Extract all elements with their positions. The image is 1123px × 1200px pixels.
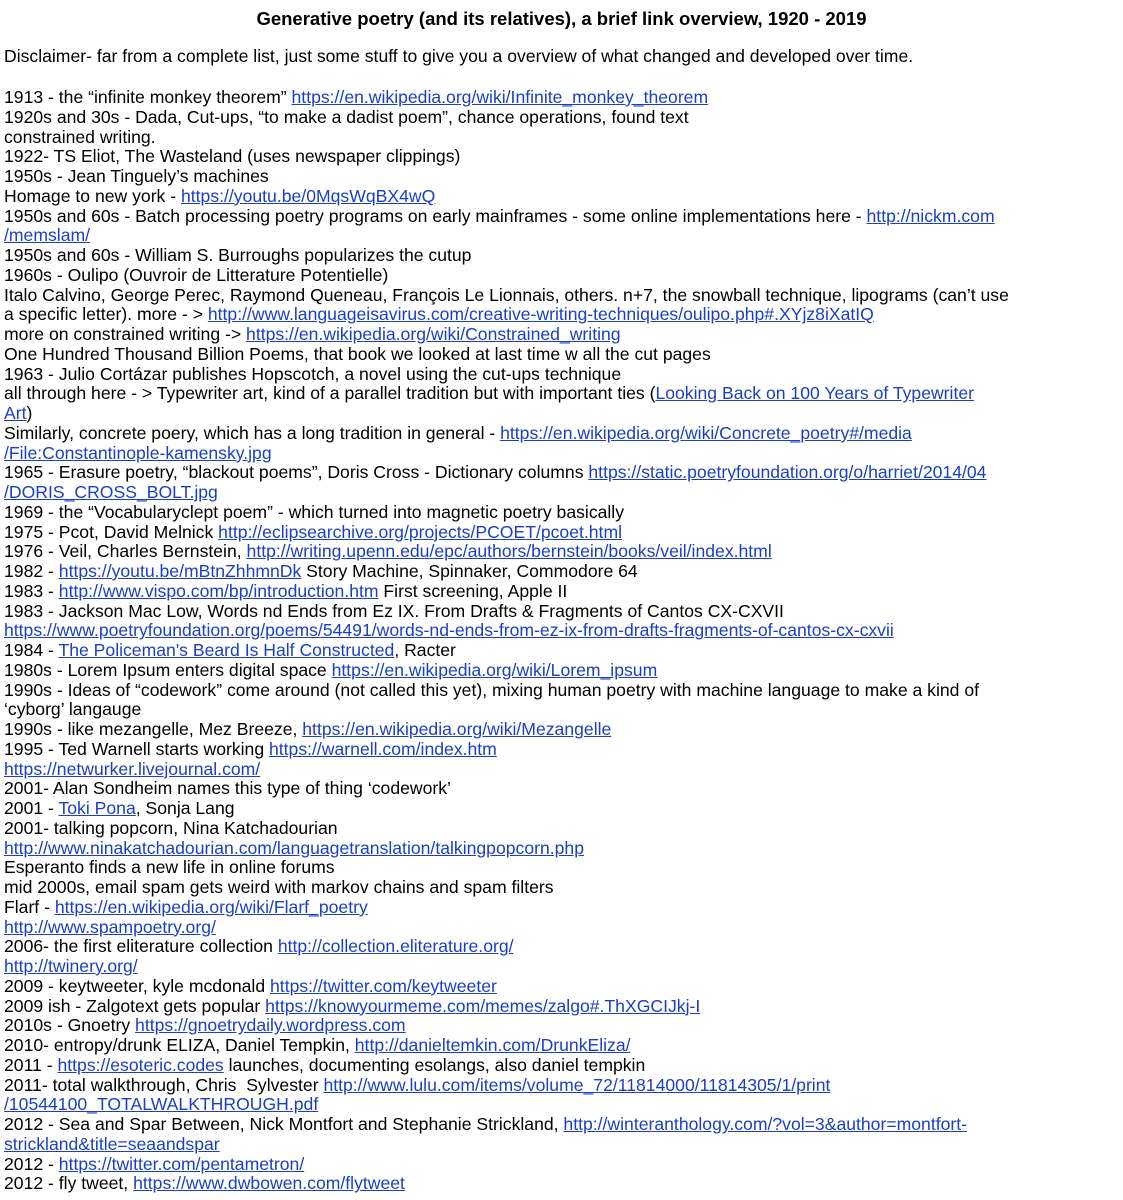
line-text: Similarly, concrete poery, which has a long tradition in general -	[4, 422, 501, 443]
line-text: 2001 -	[4, 798, 59, 818]
timeline-line	[4, 700, 1120, 720]
timeline-line	[4, 325, 1120, 345]
link[interactable]: https://www.poetryfoundation.org/poems/54491/words-nd-ends-from-ez-ix-from-drafts-fragments-of-cantos-cx-cxvii	[4, 620, 894, 641]
line-text: 1990s - Ideas of “codework” come around (not called this yet), mixing human poetry with machine language to make a kind of	[4, 679, 980, 700]
link[interactable]: https://static.poetryfoundation.org/o/harriet/2014/04	[588, 462, 987, 483]
line-text: 1950s - Jean Tinguely’s machines	[4, 166, 269, 186]
link[interactable]: http://nickm.com	[866, 205, 995, 226]
link[interactable]: https://twitter.com/keytweeter	[270, 975, 497, 996]
line-text: 1984 -	[4, 640, 59, 660]
timeline-line	[4, 207, 1120, 227]
timeline-line	[4, 641, 1120, 661]
timeline-line	[4, 1016, 1120, 1036]
line-text: 1920s and 30s - Dada, Cut-ups, “to make a dadist poem”, chance operations, found text	[4, 106, 689, 127]
line-text: 1976 - Veil, Charles Bernstein,	[4, 541, 247, 562]
line-text: all through here - > Typewriter art, kind of a parallel tradition but with important ties (	[4, 383, 656, 404]
timeline-line	[4, 1135, 1120, 1155]
timeline-line	[4, 1174, 1120, 1194]
link[interactable]: https://en.wikipedia.org/wiki/Mezangelle	[302, 719, 612, 739]
link[interactable]: http://collection.eliterature.org/	[277, 936, 514, 957]
link[interactable]: http://www.vispo.com/bp/introduction.htm	[58, 580, 379, 601]
timeline-line	[4, 681, 1120, 701]
line-text: launches, documenting esolangs, also daniel tempkin	[223, 1054, 646, 1075]
line-text: 1950s and 60s - William S. Burroughs popularizes the cutup	[4, 245, 472, 265]
line-text: Homage to new york -	[4, 185, 181, 206]
timeline-line	[4, 345, 1120, 365]
timeline-line	[4, 898, 1120, 918]
line-text: 2011 -	[4, 1054, 58, 1075]
link[interactable]: https://knowyourmeme.com/memes/zalgo#.ThXGCIJkj-I	[265, 995, 701, 1016]
timeline-line	[4, 799, 1120, 819]
timeline-line	[4, 858, 1120, 878]
timeline-line	[4, 128, 1120, 148]
line-text: 1995 - Ted Warnell starts working	[4, 738, 269, 759]
timeline-line	[4, 523, 1120, 543]
line-text: 2009 ish - Zalgotext gets popular	[4, 995, 266, 1016]
line-text: 1975 - Pcot, David Melnick	[4, 521, 219, 542]
timeline-line	[4, 1155, 1120, 1175]
line-text: more on constrained writing ->	[4, 324, 247, 344]
link[interactable]: Looking Back on 100 Years of Typewriter	[655, 383, 974, 404]
link[interactable]: /File:Constantinople-kamensky.jpg	[4, 442, 272, 463]
link[interactable]: https://en.wikipedia.org/wiki/Constrained_writing	[246, 324, 621, 344]
timeline-line	[4, 542, 1120, 562]
link[interactable]: http://winteranthology.com/?vol=3&author=montfort-	[563, 1114, 967, 1134]
line-text: 1960s - Oulipo (Ouvroir de Litterature Potentielle)	[4, 264, 389, 285]
link[interactable]: Toki Pona	[58, 798, 136, 818]
timeline-line	[4, 404, 1120, 424]
timeline-line	[4, 463, 1120, 483]
timeline-line	[4, 108, 1120, 128]
timeline-line	[4, 582, 1120, 602]
timeline-line	[4, 918, 1120, 938]
line-text: 2012 - fly tweet,	[4, 1173, 134, 1194]
link[interactable]: https://youtu.be/mBtnZhhmnDk	[58, 561, 302, 581]
disclaimer-text: Disclaimer- far from a complete list, just some stuff to give you a overview of what changed and developed over time.	[4, 46, 914, 66]
link[interactable]: http://twinery.org/	[4, 956, 138, 976]
line-text: 1965 - Erasure poetry, “blackout poems”, Doris Cross - Dictionary columns	[4, 462, 589, 483]
timeline-line	[4, 1076, 1120, 1096]
link[interactable]: http://www.spampoetry.org/	[4, 916, 216, 937]
link[interactable]: /memslam/	[4, 225, 91, 246]
line-text: Esperanto finds a new life in online forums	[4, 857, 335, 878]
timeline-line	[4, 503, 1120, 523]
line-text: )	[26, 403, 33, 423]
timeline-line	[4, 878, 1120, 898]
line-text: ‘cyborg’ langauge	[4, 699, 142, 720]
timeline-line	[4, 819, 1120, 839]
line-text: mid 2000s, email spam gets weird with markov chains and spam filters	[4, 877, 554, 897]
timeline-line	[4, 957, 1120, 977]
timeline-line	[4, 365, 1120, 385]
line-text: 2010s - Gnoetry	[4, 1015, 136, 1036]
timeline-line	[4, 147, 1120, 167]
timeline-line	[4, 720, 1120, 740]
timeline-line	[4, 483, 1120, 503]
line-text: 2012 - Sea and Spar Between, Nick Montfort and Stephanie Strickland,	[4, 1114, 564, 1134]
link[interactable]: https://esoteric.codes	[57, 1054, 224, 1075]
line-text: , Sonja Lang	[135, 798, 235, 818]
timeline-line	[4, 226, 1120, 246]
timeline-line	[4, 167, 1120, 187]
link[interactable]: http://eclipsearchive.org/projects/PCOET/pcoet.html	[218, 521, 623, 542]
timeline-line	[4, 1115, 1120, 1135]
link[interactable]: https://en.wikipedia.org/wiki/Concrete_poetry#/media	[500, 422, 912, 443]
timeline-line	[4, 444, 1120, 464]
timeline-line	[4, 937, 1120, 957]
line-text: a specific letter). more - >	[4, 304, 208, 325]
link[interactable]: https://warnell.com/index.htm	[269, 738, 497, 759]
timeline-entries	[4, 88, 1120, 1194]
link[interactable]: http://www.languageisavirus.com/creative-writing-techniques/oulipo.php#.XYjz8iXatIQ	[207, 304, 874, 325]
line-text: 2011- total walkthrough, Chris Sylvester	[4, 1074, 324, 1095]
link[interactable]: http://www.lulu.com/items/volume_72/11814000/11814305/1/print	[323, 1074, 831, 1095]
timeline-line	[4, 602, 1120, 622]
line-text: 1913 - the “infinite monkey theorem”	[4, 87, 292, 107]
timeline-line	[4, 621, 1120, 641]
link[interactable]: https://en.wikipedia.org/wiki/Infinite_monkey_theorem	[291, 87, 709, 107]
line-text: 1982 -	[4, 561, 59, 581]
line-text: One Hundred Thousand Billion Poems, that book we looked at last time w all the cut pages	[4, 343, 711, 364]
line-text: 1983 -	[4, 580, 59, 601]
line-text: 2009 - keytweeter, kyle mcdonald	[4, 975, 271, 996]
line-text: Italo Calvino, George Perec, Raymond Queneau, François Le Lionnais, others. n+7, the snowball technique, lipograms (can’t use	[4, 284, 1009, 305]
link[interactable]: https://netwurker.livejournal.com/	[4, 758, 261, 779]
link[interactable]: https://www.dwbowen.com/flytweet	[133, 1173, 405, 1194]
line-text: 1980s - Lorem Ipsum enters digital space	[4, 659, 332, 680]
timeline-line	[4, 187, 1120, 207]
link[interactable]: http://writing.upenn.edu/epc/authors/bernstein/books/veil/index.html	[246, 541, 772, 562]
line-text: 2001- Alan Sondheim names this type of thing ‘codework’	[4, 778, 451, 799]
line-text: 2001- talking popcorn, Nina Katchadourian	[4, 817, 338, 838]
link[interactable]: strickland&title=seaandspar	[4, 1133, 220, 1154]
timeline-line	[4, 839, 1120, 859]
timeline-line	[4, 1095, 1120, 1115]
link[interactable]: https://twitter.com/pentametron/	[58, 1153, 305, 1174]
link[interactable]: https://en.wikipedia.org/wiki/Flarf_poetry	[54, 896, 368, 917]
timeline-line	[4, 661, 1120, 681]
line-text: 1922- TS Eliot, The Wasteland (uses newspaper clippings)	[4, 146, 461, 167]
timeline-line	[4, 779, 1120, 799]
timeline-line	[4, 88, 1120, 108]
page-title: Generative poetry (and its relatives), a brief link overview, 1920 - 2019	[256, 8, 867, 29]
timeline-line	[4, 997, 1120, 1017]
link[interactable]: Art	[4, 403, 27, 423]
line-text: , Racter	[394, 640, 456, 660]
link[interactable]: http://www.ninakatchadourian.com/languagetranslation/talkingpopcorn.php	[4, 837, 584, 858]
timeline-line	[4, 305, 1120, 325]
line-text: 2006- the first eliterature collection	[4, 936, 278, 957]
line-text: 1983 - Jackson Mac Low, Words nd Ends from Ez IX. From Drafts & Fragments of Cantos CX-CXVII	[4, 600, 784, 621]
line-text: Story Machine, Spinnaker, Commodore 64	[301, 561, 638, 581]
timeline-line	[4, 246, 1120, 266]
line-text: 1963 - Julio Cortázar publishes Hopscotch, a novel using the cut-ups technique	[4, 363, 622, 384]
timeline-line	[4, 1056, 1120, 1076]
timeline-line	[4, 266, 1120, 286]
line-text: 2012 -	[4, 1153, 59, 1174]
link[interactable]: http://danieltemkin.com/DrunkEliza/	[354, 1035, 631, 1055]
line-text: 1990s - like mezangelle, Mez Breeze,	[4, 719, 303, 739]
line-text: Flarf -	[4, 896, 55, 917]
timeline-line	[4, 760, 1120, 780]
timeline-line	[4, 384, 1120, 404]
line-text: First screening, Apple II	[378, 580, 568, 601]
link[interactable]: https://en.wikipedia.org/wiki/Lorem_ipsum	[331, 659, 658, 680]
link[interactable]: https://youtu.be/0MqsWqBX4wQ	[181, 185, 436, 206]
link[interactable]: /10544100_TOTALWALKTHROUGH.pdf	[4, 1094, 319, 1115]
link[interactable]: The Policeman's Beard Is Half Constructed	[58, 640, 395, 660]
line-text: 1950s and 60s - Batch processing poetry programs on early mainframes - some online implementations here -	[4, 205, 867, 226]
timeline-line	[4, 1036, 1120, 1056]
timeline-line	[4, 977, 1120, 997]
line-text: 1969 - the “Vocabularyclept poem” - which turned into magnetic poetry basically	[4, 501, 625, 522]
link[interactable]: /DORIS_CROSS_BOLT.jpg	[4, 482, 218, 502]
line-text: 2010- entropy/drunk ELIZA, Daniel Tempkin,	[4, 1035, 355, 1055]
timeline-line	[4, 286, 1120, 306]
timeline-line	[4, 562, 1120, 582]
timeline-line	[4, 740, 1120, 760]
link[interactable]: https://gnoetrydaily.wordpress.com	[135, 1015, 406, 1036]
timeline-line	[4, 424, 1120, 444]
line-text: constrained writing.	[4, 126, 156, 147]
